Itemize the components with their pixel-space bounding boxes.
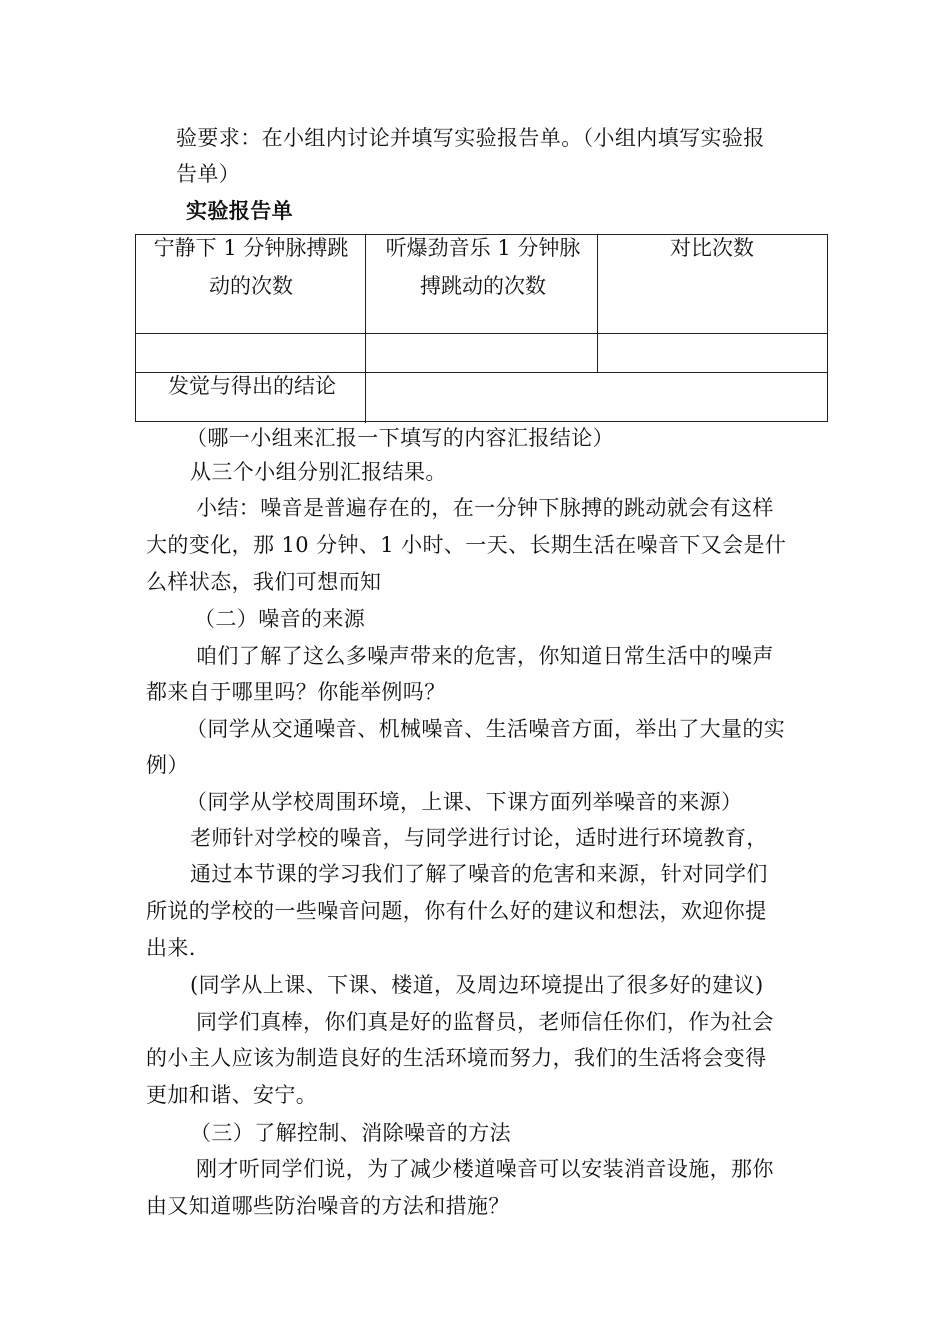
paragraph: 大的变化，那 10 分钟、1 小时、一天、长期生活在噪音下又会是什 <box>146 533 787 557</box>
table-divider <box>365 235 366 373</box>
paragraph: 同学们真棒，你们真是好的监督员，老师信任你们，作为社会 <box>196 1010 774 1034</box>
table-header-music: 听爆劲音乐 1 分钟脉搏跳动的次数 <box>385 236 581 298</box>
paragraph: 刚才听同学们说，为了减少楼道噪音可以安装消音设施，那你 <box>196 1157 774 1181</box>
paragraph: (同学从上课、下课、楼道，及周边环境提出了很多好的建议) <box>190 973 764 997</box>
paragraph: 例） <box>146 753 189 777</box>
intro-line-2: 告单） <box>176 162 241 186</box>
table-divider <box>136 333 827 334</box>
table-conclusion-label: 发觉与得出的结论 <box>168 374 336 398</box>
report-table <box>135 234 828 422</box>
paragraph: （哪一小组来汇报一下填写的内容汇报结论） <box>186 426 614 450</box>
paragraph: 出来. <box>146 936 196 960</box>
paragraph: 都来自于哪里吗？你能举例吗？ <box>146 680 446 704</box>
table-divider <box>365 373 366 423</box>
intro-line-1: 验要求：在小组内讨论并填写实验报告单。（小组内填写实验报 <box>176 126 765 150</box>
section-heading: （二）噪音的来源 <box>194 607 366 631</box>
paragraph: 么样状态，我们可想而知 <box>146 570 382 594</box>
paragraph: 小结：噪音是普遍存在的，在一分钟下脉搏的跳动就会有这样 <box>196 496 774 520</box>
paragraph: 通过本节课的学习我们了解了噪音的危害和来源，针对同学们 <box>190 862 768 886</box>
paragraph: 从三个小组分别汇报结果。 <box>190 460 447 484</box>
report-title: 实验报告单 <box>186 199 293 223</box>
table-header-compare: 对比次数 <box>670 236 754 260</box>
paragraph: 所说的学校的一些噪音问题，你有什么好的建议和想法，欢迎你提 <box>146 899 767 923</box>
paragraph: 老师针对学校的噪音，与同学进行讨论，适时进行环境教育， <box>190 826 768 850</box>
paragraph: 更加和谐、安宁。 <box>146 1083 318 1107</box>
paragraph: 的小主人应该为制造良好的生活环境而努力，我们的生活将会变得 <box>146 1046 767 1070</box>
paragraph: 咱们了解了这么多噪声带来的危害，你知道日常生活中的噪声 <box>196 644 774 668</box>
paragraph: 由又知道哪些防治噪音的方法和措施？ <box>146 1194 510 1218</box>
paragraph: （同学从交通噪音、机械噪音、生活噪音方面，举出了大量的实 <box>186 717 786 741</box>
table-divider <box>597 235 598 373</box>
paragraph: （同学从学校周围环境，上课、下课方面列举噪音的来源） <box>186 790 743 814</box>
table-header-quiet: 宁静下 1 分钟脉搏跳动的次数 <box>153 236 349 298</box>
section-heading: （三）了解控制、消除噪音的方法 <box>190 1121 511 1145</box>
